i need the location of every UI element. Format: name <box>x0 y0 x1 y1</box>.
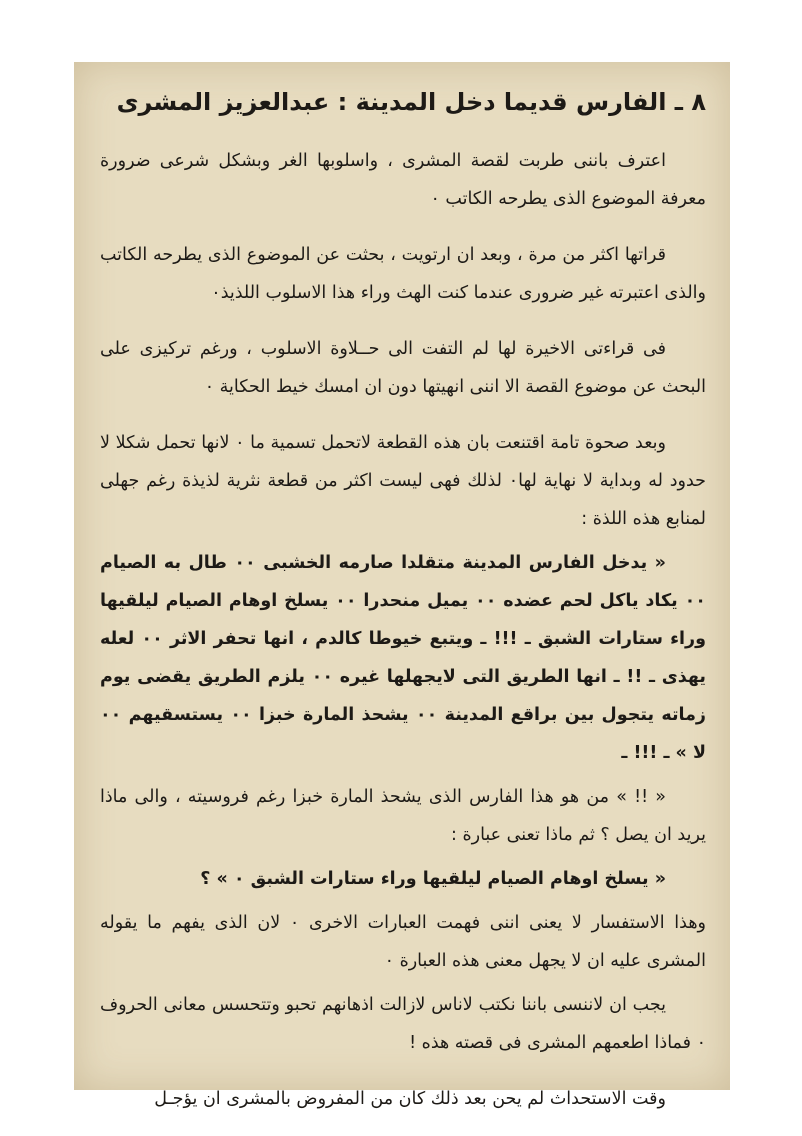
paragraph-2: قراتها اكثر من مرة ، وبعد ان ارتويت ، بحثت عن الموضوع الذى يطرحه الكاتب والذى اعتبرته غير ضرورى عندما كنت الهث وراء هذا الاسلوب اللذيذ٠ <box>100 245 706 303</box>
book-page <box>74 62 730 1109</box>
quoted-passage: « يدخل الفارس المدينة متقلدا صارمه الخشبى ٠٠ طال به الصيام ٠٠ يكاد ياكل لحم عضده ٠٠ يميل منحدرا ٠٠ يسلخ اوهام الصيام ليلقيها وراء ستارات الشبق ـ !!! ـ ويتبع خيوطا كالدم ، انها تحفر الاثر ٠٠ لعله يهذى ـ !! ـ انها الطريق التى لايجهلها غيره ٠٠ يلزم الطريق يقضى يوم زماته يتجول بين براقع المدينة ٠٠ يشحذ المارة خبزا ٠٠ يستسقيهم ٠٠ لا » ـ !!! ـ <box>100 553 707 763</box>
paragraph-5: « !! » من هو هذا الفارس الذى يشحذ المارة خبزا رغم فروسيته ، والى ماذا يريد ان يصل ؟ ثم ماذا تعنى عبارة : <box>100 787 706 845</box>
paragraph-6: وهذا الاستفسار لا يعنى اننى فهمت العبارات الاخرى ٠ لان الذى يفهم ما يقوله المشرى عليه ان لا يجهل معنى هذه العبارة ٠ <box>100 913 707 971</box>
paragraph-7: يجب ان لاننسى باننا نكتب لاناس لازالت اذهانهم تحبو وتتحسس معانى الحروف ٠ فماذا اطعمهم المشرى فى قصته هذه ! <box>100 995 706 1053</box>
paragraph-3: فى قراءتى الاخيرة لها لم التفت الى حــلاوة الاسلوب ، ورغم تركيزى على البحث عن موضوع القصة الا اننى انهيتها دون ان امسك خيط الحكاية ٠ <box>100 339 706 397</box>
paragraph-4: وبعد صحوة تامة اقتنعت بان هذه القطعة لاتحمل تسمية ما ٠ لانها تحمل شكلا لا حدود له وبداية لا نهاية لها٠ لذلك فهى ليست اكثر من قطعة نثرية لذيذة رغم جهلى لمنابع هذه اللذة : <box>100 433 706 529</box>
chapter-title: ٨ ـ الفارس قديما دخل المدينة : عبدالعزيز المشرى <box>116 88 706 116</box>
paragraph-8: وقت الاستحداث لم يحن بعد ذلك كان من المفروض بالمشرى ان يؤجـل <box>154 1089 666 1109</box>
quoted-phrase: « يسلخ اوهام الصيام ليلقيها وراء ستارات الشبق ٠ » ؟ <box>200 869 666 889</box>
page-content <box>100 82 706 1136</box>
paragraph-1: اعترف باننى طربت لقصة المشرى ، واسلوبها الغر وبشكل شرعى ضرورة معرفة الموضوع الذى يطرحه الكاتب ٠ <box>100 151 706 209</box>
